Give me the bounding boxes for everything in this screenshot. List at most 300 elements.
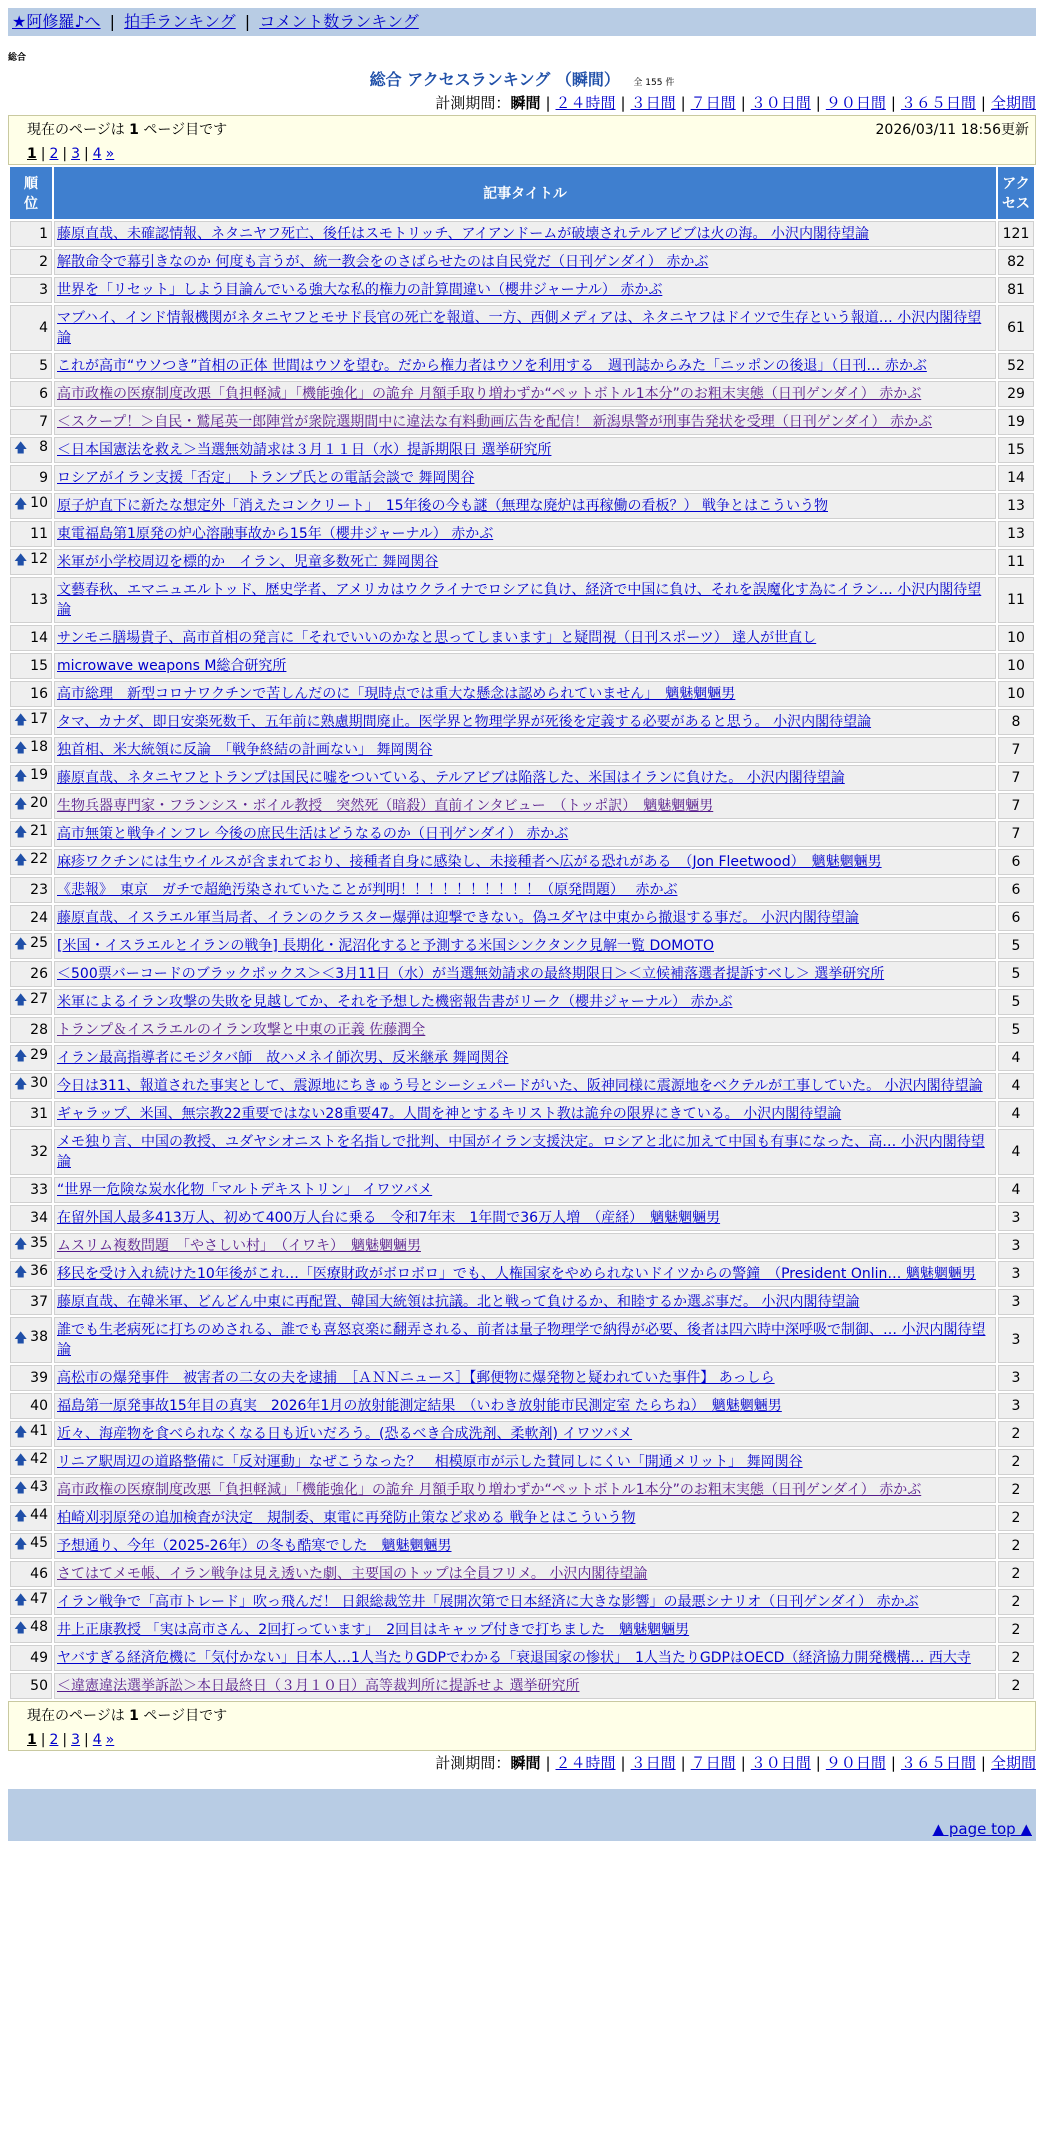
access-count: 4 [998,1073,1034,1099]
period-label: 計測期間： [435,94,511,112]
rank-number: 44 [30,1507,48,1523]
article-link[interactable]: 生物兵器専門家・フランシス・ボイル教授 突然死（暗殺）直前インタビュー （トッポ訳） 魑魅魍魎男 [57,798,714,814]
rank-cell [10,353,52,379]
table-row [10,821,1034,847]
article-link[interactable]: 在留外国人最多413万人、初めて400万人台に乗る 令和7年末 1年間で36万人増 （産経） 魑魅魍魎男 [57,1210,721,1226]
article-link[interactable]: 米軍によるイラン攻撃の失敗を見越してか、それを予想した機密報告書がリーク（櫻井ジャーナル） 赤かぶ [57,994,733,1010]
rank-number: 23 [30,882,48,898]
access-count: 5 [998,933,1034,959]
article-link[interactable]: 今日は311、報道された事実として、震源地にちきゅう号とシーシェパードがいた、阪神同様に震源地をベクテルが工事していた。 小沢内閣待望論 [57,1078,983,1094]
rank-cell [10,709,52,735]
table-row [10,1393,1034,1419]
page-separator: | [40,1732,46,1748]
table-row [10,221,1034,247]
title-cell [54,1177,996,1203]
access-count: 29 [998,381,1034,407]
period-separator: | [815,1754,821,1772]
access-count: 3 [998,1393,1034,1419]
title-cell [54,1129,996,1175]
rank-header: 順位 [10,167,52,219]
article-link[interactable]: 移民を受け入れ続けた10年後がこれ…「医療財政がボロボロ」でも、人権国家をやめられないドイツからの警鐘 （President Onlin… 魑魅魍魎男 [57,1266,976,1282]
access-count: 5 [998,989,1034,1015]
rank-number: 20 [30,795,48,811]
nav-separator: | [109,12,116,31]
title-cell [54,577,996,623]
table-row [10,849,1034,875]
up-arrow-icon: 🡅 [14,713,28,728]
rank-number: 27 [30,991,48,1007]
article-link[interactable]: 藤原直哉、在韓米軍、どんどん中東に再配置、韓国大統領は抗議。北と戦って負けるか、和睦するか選ぶ事だ。 小沢内閣待望論 [57,1294,860,1310]
title-cell [54,625,996,651]
period-separator: | [890,1754,896,1772]
period-separator: | [980,94,986,112]
rank-cell [10,1645,52,1671]
title-cell [54,737,996,763]
article-link[interactable]: 福島第一原発事故15年目の真実 2026年1月の放射能測定結果 （いわき放射能市民測定室 たらちね） 魑魅魍魎男 [57,1398,782,1414]
title-cell [54,1073,996,1099]
period-link[interactable]: ２４時間 [555,1754,616,1772]
title-cell [54,653,996,679]
period-separator: | [740,94,746,112]
article-link[interactable]: マブハイ、インド情報機関がネタニヤフとモサド長官の死亡を報道、一方、西側メディアは、ネタニヤフはドイツで生存という報道… 小沢内閣待望論 [57,310,982,346]
period-separator: | [620,1754,626,1772]
article-link[interactable]: ムスリム複数問題 「やさしい村」 （イワキ） 魑魅魍魎男 [57,1238,421,1254]
clap-ranking-link[interactable]: 拍手ランキング [124,12,236,31]
page-status-post: ページ目です [138,1708,228,1724]
rank-cell [10,549,52,575]
rank-cell [10,1289,52,1315]
rank-number: 36 [30,1263,48,1279]
table-row [10,765,1034,791]
access-count: 5 [998,1017,1034,1043]
title-cell [54,305,996,351]
access-count: 2 [998,1421,1034,1447]
rank-number: 48 [30,1619,48,1635]
access-count: 2 [998,1505,1034,1531]
access-count: 15 [998,437,1034,463]
comment-ranking-link[interactable]: コメント数ランキング [259,12,419,31]
table-row [10,1561,1034,1587]
title-cell [54,1561,996,1587]
page-status-current: 1 [129,122,139,138]
title-cell [54,1617,996,1643]
rank-number: 3 [39,282,48,298]
rank-cell [10,1421,52,1447]
page-link[interactable]: 4 [92,1732,102,1748]
title-cell [54,905,996,931]
rank-number: 15 [30,658,48,674]
up-arrow-icon: 🡅 [14,1481,28,1496]
rank-cell [10,1393,52,1419]
page-separator: | [40,146,46,162]
article-link[interactable]: 麻疹ワクチンには生ウイルスが含まれており、接種者自身に感染し、未接種者へ広がる恐れがある （Jon Fleetwood） 魑魅魍魎男 [57,854,882,870]
table-row [10,1645,1034,1671]
period-link[interactable]: ３日間 [630,1754,676,1772]
rank-cell [10,577,52,623]
period-separator: | [740,1754,746,1772]
access-count: 10 [998,625,1034,651]
rank-cell [10,849,52,875]
table-row [10,933,1034,959]
article-link[interactable]: ＜スクープ！＞自民・鷲尾英一郎陣営が衆院選期間中に違法な有料動画広告を配信！ 新潟県警が刑事告発状を受理（日刊ゲンダイ） 赤かぶ [57,414,933,430]
table-row [10,1317,1034,1363]
rank-cell [10,933,52,959]
title-cell [54,989,996,1015]
up-arrow-icon: 🡅 [14,769,28,784]
rank-number: 31 [30,1106,48,1122]
rank-number: 10 [30,495,48,511]
table-row [10,277,1034,303]
period-link[interactable]: ２４時間 [555,94,616,112]
table-row [10,1073,1034,1099]
article-link[interactable]: 世界を「リセット」しよう目論んでいる強大な私的権力の計算間違い（櫻井ジャーナル） 赤かぶ [57,282,663,298]
up-arrow-icon: 🡅 [14,1621,28,1636]
period-current: 瞬間 [510,94,541,112]
access-count: 7 [998,793,1034,819]
home-link[interactable]: ★阿修羅♪へ [12,12,101,31]
article-link[interactable]: イラン戦争で「高市トレード」吹っ飛んだ！ 日銀総裁笠井「展開次第で日本経済に大きな影響」の最悪シナリオ（日刊ゲンダイ） 赤かぶ [57,1594,919,1610]
rank-cell [10,1589,52,1615]
table-row [10,1365,1034,1391]
access-count: 61 [998,305,1034,351]
table-row [10,1045,1034,1071]
table-row [10,1101,1034,1127]
page-separator: | [62,1732,68,1748]
rank-number: 25 [30,935,48,951]
title-cell [54,821,996,847]
article-link[interactable]: microwave weapons M総合研究所 [57,658,287,674]
period-link[interactable]: 全期間 [990,1754,1036,1772]
rank-number: 1 [39,226,48,242]
page-links [27,142,1027,166]
article-link[interactable]: 近々、海産物を食べられなくなる日も近いだろう。(恐るべき合成洗剤、柔軟剤) イワツバメ [57,1426,633,1442]
page-title [8,69,1036,91]
rank-number: 22 [30,851,48,867]
article-link[interactable]: 高松市の爆発事件 被害者の二女の夫を逮捕 ［ＡＮＮニュース］【郵便物に爆発物と疑われていた事件】 あっしら [57,1370,775,1386]
rank-number: 13 [30,592,48,608]
table-row [10,305,1034,351]
table-row [10,549,1034,575]
rank-number: 8 [39,439,48,455]
table-row [10,1289,1034,1315]
article-link[interactable]: 原子炉直下に新たな想定外「消えたコンクリート」 15年後の今も謎（無理な廃炉は再稼働の看板？） 戦争とはこういう物 [57,498,828,514]
title-cell [54,1393,996,1419]
title-cell [54,465,996,491]
article-link[interactable]: 高市無策と戦争インフレ 今後の庶民生活はどうなるのか（日刊ゲンダイ） 赤かぶ [57,826,569,842]
page-link[interactable]: 2 [49,146,59,162]
title-cell [54,1317,996,1363]
access-count: 6 [998,905,1034,931]
table-row [10,465,1034,491]
title-cell [54,681,996,707]
rank-number: 11 [30,526,48,542]
access-count: 13 [998,493,1034,519]
article-link[interactable]: 東電福島第1原発の炉心溶融事故から15年（櫻井ジャーナル） 赤かぶ [57,526,494,542]
rank-number: 18 [30,739,48,755]
rank-cell [10,249,52,275]
article-link[interactable]: 藤原直哉、イスラエル軍当局者、イランのクラスター爆弾は迎撃できない。偽ユダヤは中東から撤退する事だ。 小沢内閣待望論 [57,910,859,926]
article-link[interactable]: ＜日本国憲法を救え＞当選無効請求は３月１１日（水）提訴期限日 選挙研究所 [57,442,552,458]
title-cell [54,409,996,435]
article-link[interactable]: 《悲報》 東京 ガチで超絶汚染されていたことが判明！！！！！！！！！！（原発問題） 赤かぶ [57,882,678,898]
access-count: 6 [998,849,1034,875]
article-link[interactable]: メモ独り言、中国の教授、ユダヤシオニストを名指しで批判、中国がイラン支援決定。ロシアと北に加えて中国も有事になった、高… 小沢内閣待望論 [57,1134,985,1170]
page-status [27,1704,1027,1728]
rank-number: 6 [39,386,48,402]
rank-number: 2 [39,254,48,270]
access-count: 2 [998,1533,1034,1559]
table-row [10,877,1034,903]
article-link[interactable]: 米軍が小学校周辺を標的か イラン、児童多数死亡 舞岡関谷 [57,554,439,570]
period-separator: | [545,1754,551,1772]
title-cell [54,961,996,987]
article-link[interactable]: さてはてメモ帳、イラン戦争は見え透いた劇、主要国のトップは全員フリメ。 小沢内閣待望論 [57,1566,648,1582]
title-cell [54,1673,996,1699]
page-current: 1 [27,1732,37,1748]
table-row [10,437,1034,463]
page-separator: | [62,146,68,162]
rank-cell [10,961,52,987]
rank-cell [10,1205,52,1231]
table-row [10,905,1034,931]
rank-number: 29 [30,1047,48,1063]
page-status-pre: 現在のページは [27,1708,130,1724]
rank-cell [10,1365,52,1391]
rank-number: 33 [30,1182,48,1198]
pager-bottom [8,1701,1036,1751]
page-separator: | [84,146,89,162]
page-link[interactable]: 3 [71,146,81,162]
next-page-link[interactable]: » [105,1732,115,1748]
rank-cell [10,1617,52,1643]
access-count: 7 [998,821,1034,847]
page-links [27,1728,1027,1752]
access-count: 2 [998,1589,1034,1615]
title-cell [54,1449,996,1475]
table-row [10,1129,1034,1175]
period-link[interactable]: 全期間 [990,94,1036,112]
article-link[interactable]: 藤原直哉、ネタニヤフとトランプは国民に嘘をついている、テルアビブは陥落した、米国はイランに負けた。 小沢内閣待望論 [57,770,845,786]
title-cell [54,933,996,959]
period-link[interactable]: ３０日間 [750,94,811,112]
access-count: 3 [998,1317,1034,1363]
article-link[interactable]: 藤原直哉、未確認情報、ネタニヤフ死亡、後任はスモトリッチ、アイアンドームが破壊されテルアビブは火の海。 小沢内閣待望論 [57,226,869,242]
access-count: 2 [998,1617,1034,1643]
table-row [10,681,1034,707]
rank-cell [10,1101,52,1127]
period-separator: | [815,94,821,112]
rank-cell [10,653,52,679]
article-link[interactable]: 解散命令で幕引きなのか 何度も言うが、統一教会をのさばらせたのは自民党だ（日刊ゲンダイ） 赤かぶ [57,254,709,270]
rank-cell [10,737,52,763]
article-link[interactable]: ＜500票バーコードのブラックボックス＞＜3月11日（水）が当選無効請求の最終期限日＞＜立候補落選者提訴すべし＞ 選挙研究所 [57,966,885,982]
updated-timestamp: 2026/03/11 18:56更新 [875,122,1029,138]
table-header-row [10,167,1034,219]
access-count: 3 [998,1365,1034,1391]
rank-number: 39 [30,1370,48,1386]
article-link[interactable]: ギャラップ、米国、無宗教22重要ではない28重要47。人間を神とするキリスト教は詭弁の限界にきている。 小沢内閣待望論 [57,1106,842,1122]
rank-number: 4 [39,320,48,336]
article-link[interactable]: リニア駅周辺の道路整備に「反対運動」なぜこうなった？ 相模原市が示した賛同しにくい「開通メリット」 舞岡関谷 [57,1454,803,1470]
rank-number: 42 [30,1451,48,1467]
table-row [10,1533,1034,1559]
table-row [10,381,1034,407]
article-link[interactable]: ＜違憲違法選挙訴訟＞本日最終日（３月１０日）高等裁判所に提訴せよ 選挙研究所 [57,1678,580,1694]
access-count: 3 [998,1261,1034,1287]
article-link[interactable]: タマ、カナダ、即日安楽死数千、五年前に熟慮期間廃止。医学界と物理学界が死後を定義する必要があると思う。 小沢内閣待望論 [57,714,872,730]
rank-number: 14 [30,630,48,646]
access-count: 82 [998,249,1034,275]
rank-number: 50 [30,1678,48,1694]
table-row [10,1617,1034,1643]
table-row [10,249,1034,275]
up-arrow-icon: 🡅 [14,937,28,952]
table-row [10,1017,1034,1043]
article-link[interactable]: イラン最高指導者にモジタバ師 故ハメネイ師次男、反米継承 舞岡関谷 [57,1050,509,1066]
title-cell [54,249,996,275]
rank-cell [10,1129,52,1175]
article-link[interactable]: 高市総理 新型コロナワクチンで苦しんだのに「現時点では重大な懸念は認められていません」 魑魅魍魎男 [57,686,736,702]
period-link[interactable]: ９０日間 [825,1754,886,1772]
rank-number: 28 [30,1022,48,1038]
page-top-link[interactable]: ▲ page top ▲ [932,1820,1032,1838]
title-cell [54,1477,996,1503]
up-arrow-icon: 🡅 [14,1425,28,1440]
access-count: 11 [998,549,1034,575]
article-link[interactable]: 柏崎刈羽原発の追加検査が決定 規制委、東電に再発防止策など求める 戦争とはこういう物 [57,1510,636,1526]
title-cell [54,221,996,247]
article-link[interactable]: “世界一危険な炭水化物「マルトデキストリン」 イワツバメ [57,1182,433,1198]
article-link[interactable]: 誰でも生老病死に打ちのめされる、誰でも喜怒哀楽に翻弄される、前者は量子物理学で納得が必要、後者は四六時中深呼吸で制御、… 小沢内閣待望論 [57,1322,986,1358]
title-cell [54,549,996,575]
title-cell [54,353,996,379]
access-count: 81 [998,277,1034,303]
up-arrow-icon: 🡅 [14,1049,28,1064]
period-separator: | [980,1754,986,1772]
table-row [10,1421,1034,1447]
article-link[interactable]: これが高市“ウソつき”首相の正体 世間はウソを望む。だから権力者はウソを利用する 週刊誌からみた「ニッポンの後退」（日刊… 赤かぶ [57,358,927,374]
access-count: 4 [998,1177,1034,1203]
article-link[interactable]: 井上正康教授 「実は高市さん、2回打っています」 2回目はキャップ付きで打ちました 魑魅魍魎男 [57,1622,690,1638]
table-row [10,577,1034,623]
table-row [10,737,1034,763]
access-count: 2 [998,1449,1034,1475]
period-link[interactable]: ３０日間 [750,1754,811,1772]
period-link[interactable]: ９０日間 [825,94,886,112]
article-link[interactable]: [米国・イスラエルとイランの戦争] 長期化・泥沼化すると予測する米国シンクタンク見解一覧 DOMOTO [57,938,714,954]
access-count: 3 [998,1289,1034,1315]
total-count: 全 155 件 [633,78,675,88]
rank-cell [10,277,52,303]
title-cell [54,1645,996,1671]
title-cell [54,437,996,463]
rank-number: 35 [30,1235,48,1251]
article-link[interactable]: 文藝春秋、エマニュエルトッド、歴史学者、アメリカはウクライナでロシアに負け、経済で中国に負け、それを誤魔化す為にイラン… 小沢内閣待望論 [57,582,982,618]
page-link[interactable]: 2 [49,1732,59,1748]
rank-cell [10,765,52,791]
period-separator: | [545,94,551,112]
period-link[interactable]: ３６５日間 [900,94,976,112]
title-cell [54,765,996,791]
period-link[interactable]: ７日間 [690,94,736,112]
page-link[interactable]: 4 [92,146,102,162]
article-link[interactable]: 高市政権の医療制度改悪「負担軽減」「機能強化」の詭弁 月額手取り増わずか“ペットボトル1本分”のお粗末実態（日刊ゲンダイ） 赤かぶ [57,1482,922,1498]
up-arrow-icon: 🡅 [14,1265,28,1280]
period-separator: | [680,94,686,112]
table-row [10,1233,1034,1259]
rank-number: 49 [30,1650,48,1666]
up-arrow-icon: 🡅 [14,1077,28,1092]
article-link[interactable]: サンモニ膳場貴子、高市首相の発言に「それでいいのかなと思ってしまいます」と疑問視（日刊スポーツ） 達人が世直し [57,630,817,646]
up-arrow-icon: 🡅 [14,441,28,456]
article-link[interactable]: 独首相、米大統領に反論 「戦争終結の計画ない」 舞岡関谷 [57,742,433,758]
rank-cell [10,1045,52,1071]
rank-number: 5 [39,358,48,374]
article-link[interactable]: 予想通り、今年（2025-26年）の冬も酷寒でした 魑魅魍魎男 [57,1538,452,1554]
rank-number: 16 [30,686,48,702]
title-cell [54,1365,996,1391]
title-cell [54,1233,996,1259]
access-count: 11 [998,577,1034,623]
rank-cell [10,521,52,547]
title-cell [54,1045,996,1071]
rank-cell [10,1673,52,1699]
article-link[interactable]: ヤバすぎる経済危機に「気付かない」日本人…1人当たりGDPでわかる「衰退国家の惨状」 1人当たりGDPはOECD（経済協力開発機構… 西大寺 [57,1650,971,1666]
period-link[interactable]: ３６５日間 [900,1754,976,1772]
table-row [10,353,1034,379]
rank-cell [10,1177,52,1203]
article-link[interactable]: トランプ＆イスラエルのイラン攻撃と中東の正義 佐藤潤全 [57,1022,426,1038]
period-link[interactable]: ７日間 [690,1754,736,1772]
access-count: 19 [998,409,1034,435]
up-arrow-icon: 🡅 [14,797,28,812]
table-row [10,1505,1034,1531]
table-row [10,961,1034,987]
article-link[interactable]: 高市政権の医療制度改悪「負担軽減」「機能強化」の詭弁 月額手取り増わずか“ペットボトル1本分”のお粗末実態（日刊ゲンダイ） 赤かぶ [57,386,922,402]
access-header: アクセス [998,167,1034,219]
table-row [10,409,1034,435]
rank-cell [10,1261,52,1287]
rank-number: 19 [30,767,48,783]
period-link[interactable]: ３日間 [630,94,676,112]
access-count: 2 [998,1477,1034,1503]
access-count: 52 [998,353,1034,379]
nav-separator: | [244,12,251,31]
access-count: 6 [998,877,1034,903]
access-count: 4 [998,1129,1034,1175]
page-link[interactable]: 3 [71,1732,81,1748]
title-cell [54,521,996,547]
access-count: 4 [998,1045,1034,1071]
rank-number: 32 [30,1144,48,1160]
table-row [10,1589,1034,1615]
rank-cell [10,221,52,247]
rank-number: 38 [30,1329,48,1345]
rank-cell [10,1533,52,1559]
rank-number: 9 [39,470,48,486]
rank-cell [10,1017,52,1043]
access-count: 7 [998,765,1034,791]
access-count: 8 [998,709,1034,735]
top-nav-bar [8,8,1036,36]
next-page-link[interactable]: » [105,146,115,162]
article-link[interactable]: ロシアがイラン支援「否定」 トランプ氏との電話会談で 舞岡関谷 [57,470,475,486]
rank-number: 40 [30,1398,48,1414]
pager-top [8,115,1036,165]
rank-number: 21 [30,823,48,839]
title-cell [54,1505,996,1531]
table-row [10,709,1034,735]
